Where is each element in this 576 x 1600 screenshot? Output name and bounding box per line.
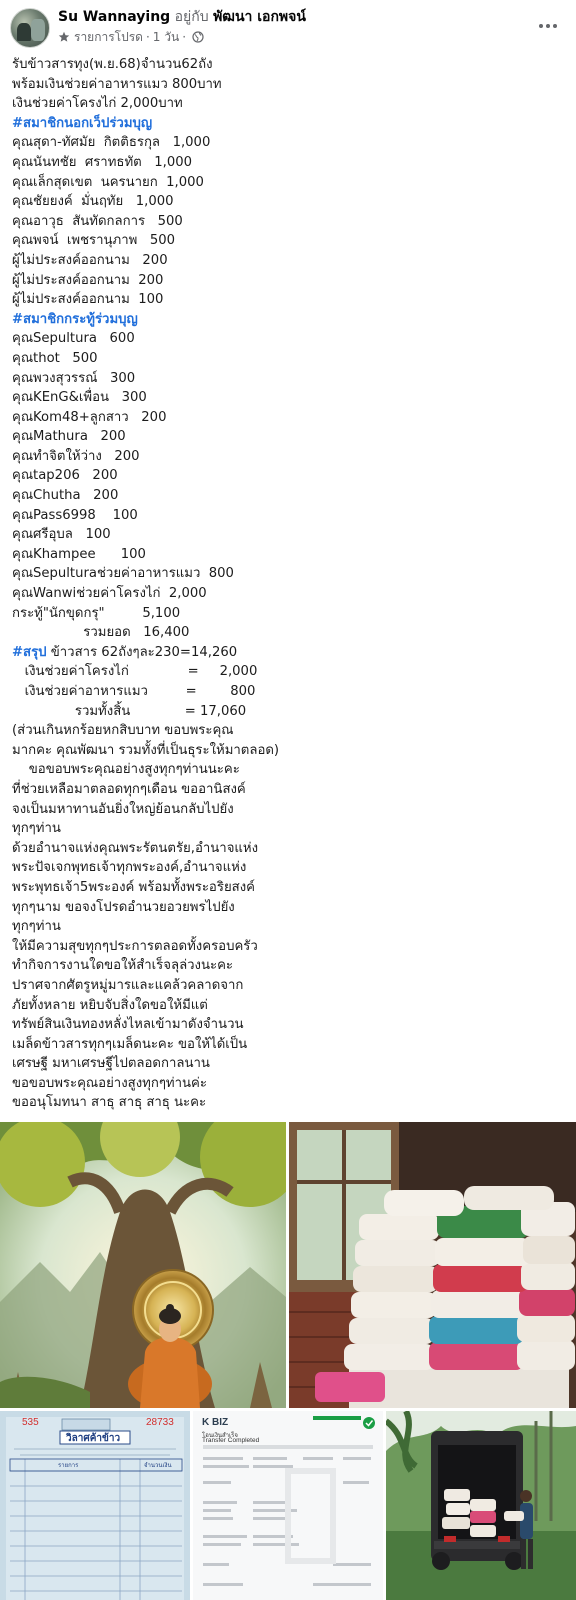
post-line [12,956,572,976]
post-line-text: ทุกๆท่าน [12,821,61,837]
globe-icon [192,31,204,43]
post-line-text: พระปัจเจกพุทธเจ้าทุกพระองค์,อำนาจแห่ง [12,860,247,876]
post-line-text: ทุกๆท่าน [12,919,61,935]
post-line-text: ทรัพย์สินเงินทองหลั่งไหลเข้ามาดังจำนวน [12,1017,244,1033]
post-line [12,55,572,75]
post-line-text: ขอขอบพระคุณอย่างสูงทุกๆท่านค่ะ [12,1075,207,1091]
post-line [12,760,572,780]
post-line-text: ด้วยอำนาจแห่งคุณพระรัตนตรัย,อำนาจแห่ง [12,840,259,856]
post-line [12,800,572,820]
post-line-text: ให้มีความสุขทุกๆประการตลอดทั้งครอบครัว [12,938,258,954]
post-line [12,133,572,153]
post-line-text: คุณChutha 200 [12,488,119,504]
post-line-text: ปราศจากศัตรูหมู่มารและแคล้วคลาดจาก [12,977,244,993]
post-line-text: คุณพวงสุวรรณ์ 300 [12,370,136,386]
post-line-text: รับข้าวสารทุง(พ.ย.68)จำนวน62ถัง [12,57,213,72]
buddha-illustration [0,1122,286,1408]
post-line [12,212,572,232]
post-line [12,721,572,741]
post-line [12,173,572,193]
post-line-text: พร้อมเงินช่วยค่าอาหารแมว 800บาท [12,76,222,92]
receipt-shop-name: วิลาศค้าข้าว [66,1433,121,1444]
author-line [58,8,306,26]
rice-bags-illustration [289,1122,576,1408]
post-line-text: ขอขอบพระคุณอย่างสูงทุกๆท่านนะคะ [12,762,240,778]
meta-separator: · [145,30,150,44]
post-line [12,564,572,584]
post-line-text: คุณKom48+ลูกสาว 200 [12,409,167,425]
post-line [12,388,572,408]
post-line-text: รวมยอด 16,400 [12,625,190,641]
post-time[interactable]: 1 วัน [152,30,180,44]
post-line [12,898,572,918]
receipt-number-left: 535 [22,1417,39,1428]
transfer-status-th: โอนเงินสำเร็จ [202,1432,238,1439]
post-line-text: คุณKhampee 100 [12,546,146,562]
post-line-text: คุณthot 500 [12,350,98,366]
post-message [12,55,572,1113]
hashtag-link[interactable]: #สรุป [12,644,47,660]
hashtag-link[interactable]: #สมาชิกนอกเว็ปร่วมบุญ [12,115,153,131]
post-line-text: คุณอาวุธ สันทัดกลการ 500 [12,213,183,229]
post-line [12,251,572,271]
post-line [12,1035,572,1055]
post-line [12,525,572,545]
post-line-text: ผู้ไม่ประสงค์ออกนาม 100 [12,292,164,308]
post-line [12,780,572,800]
post-line [12,662,572,682]
post-line [12,682,572,702]
post-line [12,623,572,643]
post-line-text: เงินช่วยค่าโครงไก่ = 2,000 [12,664,258,680]
transfer-status-en: Transfer Completed [202,1437,260,1444]
with-text: อยู่กับ [174,9,209,25]
post-line [12,1054,572,1074]
bank-logo: K BIZ [202,1417,229,1428]
post-line [12,996,572,1016]
post-line-text: เศรษฐี มหาเศรษฐีไปตลอดกาลนาน [12,1056,210,1072]
post-line [12,584,572,604]
post-line-text: คุณพจน์ เพชรานุภาพ 500 [12,233,176,249]
receipt-col-amount: จำนวนเงิน [144,1462,172,1469]
post-line-text: คุณMathura 200 [12,429,126,445]
post-line [12,878,572,898]
post-line [12,75,572,95]
post-line [12,1015,572,1035]
post-line-text: รวมทั้งสิ้น = 17,060 [12,703,247,719]
post-meta [58,29,204,45]
post-line [12,408,572,428]
post-line [12,447,572,467]
truck-illustration [386,1411,576,1600]
receipt-number-right: 28733 [146,1417,174,1428]
post-line [12,486,572,506]
post-line [12,310,572,330]
more-options-button[interactable] [532,12,564,40]
post-line [12,1093,572,1113]
post-line-text: ผู้ไม่ประสงค์ออกนาม 200 [12,252,168,268]
post-line [12,153,572,173]
post-line [12,741,572,761]
post-line [12,917,572,937]
post-line [12,114,572,134]
post-line [12,192,572,212]
hashtag-link[interactable]: #สมาชิกกระทู้ร่วมบุญ [12,311,138,327]
post-line [12,937,572,957]
post-line [12,858,572,878]
post-line [12,976,572,996]
post-line-text: คุณPass6998 100 [12,507,138,523]
post-line [12,369,572,389]
post-line-text: คุณSepultura 600 [12,331,135,347]
post-line-text: พระพุทธเจ้า5พระองค์ พร้อมทั้งพระอริยสงค์ [12,879,255,895]
dot-icon [553,24,557,28]
photo-transfer-slip[interactable] [193,1411,383,1600]
post-line [12,290,572,310]
post-line-text: คุณชัยยงค์ มั่นฤทัย 1,000 [12,194,174,210]
post-line-text: คุณทำจิตให้ว่าง 200 [12,448,140,464]
post-line-text: (ส่วนเกินหกร้อยหกสิบบาท ขอบพระคุณ [12,723,234,739]
photo-truck-unloading[interactable] [386,1411,576,1600]
post-line-text: คุณWanwiช่วยค่าโครงไก่ 2,000 [12,586,207,602]
author-name[interactable]: Su Wannaying [58,9,171,25]
post-line [12,427,572,447]
post-line [12,545,572,565]
post-line-text: คุณSepulturaช่วยค่าอาหารแมว 800 [12,566,234,582]
photo-rice-bags[interactable] [289,1122,576,1408]
post-line [12,466,572,486]
post-line-text: เมล็ดข้าวสารทุกๆเมล็ดนะคะ ขอให้ได้เป็น [12,1036,248,1052]
post-line [12,94,572,114]
post-line [12,329,572,349]
post-line-text: ขออนุโมทนา สาธุ สาธุ สาธุ นะคะ [12,1095,207,1111]
post-line-text: ที่ช่วยเหลือมาตลอดทุกๆเดือน ขออานิสงค์ [12,781,246,797]
post-line-text: ผู้ไม่ประสงค์ออกนาม 200 [12,272,164,288]
post-line-text: ข้าวสาร 62ถังๆละ230=14,260 [46,644,238,660]
post-line [12,271,572,291]
post-line-text: เงินช่วยค่าโครงไก่ 2,000บาท [12,96,183,112]
post-line [12,819,572,839]
photo-receipt[interactable] [0,1411,190,1600]
post-line-text: ทำกิจการงานใดขอให้สำเร็จลุล่วงนะคะ [12,958,233,974]
post-line [12,604,572,624]
audience-label[interactable]: รายการโปรด [74,30,143,44]
post-line-text: มากคะ คุณพัฒนา รวมทั้งที่เป็นธุระให้มาตลอด) [12,742,280,758]
post-line-text: คุณศรีอุบล 100 [12,527,111,543]
post-line-text: ภัยทั้งหลาย หยิบจับสิ่งใดขอให้มีแต่ [12,997,208,1013]
post-line [12,839,572,859]
post-line-text: เงินช่วยค่าอาหารแมว = 800 [12,684,256,699]
post-line [12,506,572,526]
author-avatar[interactable] [10,8,50,48]
post-line-text: คุณtap206 200 [12,468,118,484]
post-line-text: จงเป็นมหาทานอันยิ่งใหญ่ย้อนกลับไปยัง [12,801,234,817]
post-line-text: กระทู้"นักขุดกรุ" 5,100 [12,605,181,621]
post-line [12,643,572,663]
star-icon [58,31,70,43]
post-header [0,0,576,52]
post-line-text: ทุกๆนาม ขอจงโปรดอำนวยอวยพรไปยัง [12,899,235,915]
receipt-col-item: รายการ [58,1462,79,1469]
post-line [12,702,572,722]
post-line-text: คุณKEnG&เพื่อน 300 [12,390,147,406]
post-line [12,231,572,251]
post-line [12,349,572,369]
post-line-text: คุณสุดา-ทัศมัย กิตติธรกุล 1,000 [12,135,211,151]
meta-separator-2: · [182,30,187,44]
photo-buddha[interactable] [0,1122,286,1408]
dot-icon [546,24,550,28]
post-line-text: คุณเล็กสุดเขต นครนายก 1,000 [12,174,204,190]
post-line-text: คุณนันทชัย ศราทธทัต 1,000 [12,154,193,170]
dot-icon [539,24,543,28]
post-line [12,1074,572,1094]
tagged-person[interactable]: พัฒนา เอกพจน์ [213,9,306,25]
